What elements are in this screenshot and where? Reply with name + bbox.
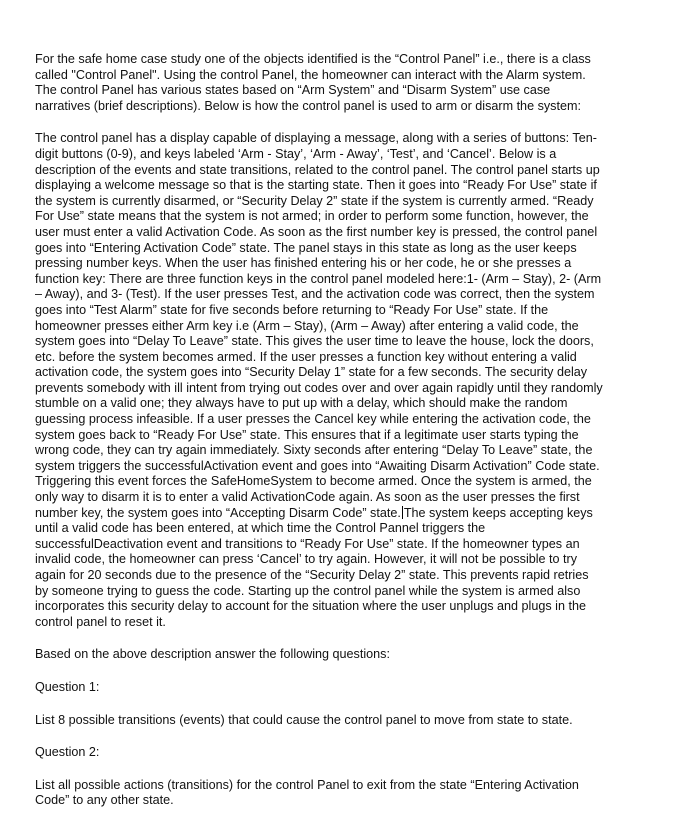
- question-2-text: List all possible actions (transitions) for the control Panel to exit from the state “Entering Activation Code” to any other state.: [35, 777, 579, 808]
- question-2-title: Question 2:: [35, 745, 100, 760]
- text-cursor: [402, 506, 403, 519]
- document-body: [35, 52, 667, 824]
- description-part-2: The system keeps accepting keys until a valid code has been entered, at which time the Control Pannel triggers the successfulDeactivation event and transitions to “Ready For Use” state. If the homeowner types an invalid code, the homeowner can press ‘Cancel’ to try again. However, it will not be possible to try again for 20 seconds due to the presence of the “Security Delay 2” state. This prevents rapid retries by someone trying to guess the code. Starting up the control panel while the system is armed also incorporates this security delay to account for the situation where the user unplugs and plugs in the control panel to reset it.: [35, 505, 593, 629]
- description-paragraph: [35, 131, 667, 630]
- description-part-1: The control panel has a display capable of displaying a message, along with a series of buttons: Ten- digit buttons (0-9), and keys labeled ‘Arm - Stay’, ‘Arm - Away’, ‘Test’, and ‘Cancel’. Below is a description of the events and state transitions, related to the control panel. The control panel starts up displaying a welcome message so that is the starting state. Then it goes into “Ready For Use” state if the system is currently disarmed, or “Security Delay 2” state if the system is currently armed. “Ready For Use” state means that the system is not armed; in order to perform some function, however, the user must enter a valid Activation Code. As soon as the first number key is pressed, the control panel goes into “Entering Activation Code” state. The panel stays in this state as long as the user keeps pressing number keys. When the user has finished entering his or her code, he or she presses a function key: There are three function keys in the control panel modeled here:1- (Arm – Stay), 2- (Arm – Away), and 3- (Test). If the user presses Test, and the activation code was correct, then the system goes into “Test Alarm” state for five seconds before returning to “Ready For Use” state. If the homeowner presses either Arm key i.e (Arm – Stay), (Arm – Away) after entering a valid code, the system goes into “Delay To Leave” state. This gives the user time to leave the house, lock the doors, etc. before the system becomes armed. If the user presses a function key without entering a valid activation code, the system goes into “Security Delay 1” state for a few seconds. The security delay prevents somebody with ill intent from trying out codes over and over again rapidly until they randomly stumble on a valid one; they always have to put up with a delay, which should make the random guessing process infeasible. If a user presses the Cancel key while entering the activation code, the system goes back to “Ready For Use” state. This ensures that if a legitimate user starts typing the wrong code, they can try again immediately. Sixty seconds after entering “Delay To Leave” state, the system triggers the successfulActivation event and goes into “Awaiting Disarm Activation” Code state. Triggering this event forces the SafeHomeSystem to become armed. Once the system is armed, the only way to disarm it is to enter a valid ActivationCode again. As soon as the user presses the first number key, the system goes into “Accepting Disarm Code” state.: [35, 131, 603, 520]
- question-1-title: Question 1:: [35, 679, 100, 694]
- intro-paragraph: For the safe home case study one of the objects identified is the “Control Panel” i.e., there is a class called "Control Panel". Using the control Panel, the homeowner can interact with the Alarm system. The control Panel has various states based on “Arm System” and “Disarm System” use case narratives (brief descriptions). Below is how the control panel is used to arm or disarm the system:: [35, 52, 591, 113]
- prompt-paragraph: Based on the above description answer the following questions:: [35, 647, 390, 662]
- question-1-text: List 8 possible transitions (events) that could cause the control panel to move from state to state.: [35, 712, 573, 727]
